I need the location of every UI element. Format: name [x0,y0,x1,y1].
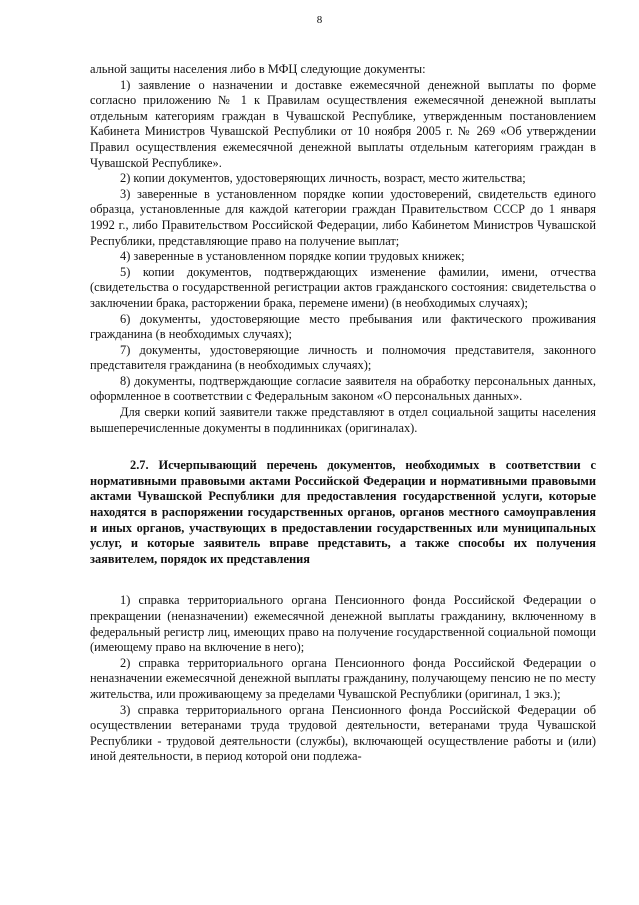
list-item: 3) заверенные в установленном порядке копии удостоверений, свидетельств единого образца, установленные для каждой категории граждан Правительством СССР до 1 января 1992 г., либо Правительством Российской Федерации, либо Кабинетом Министров Чувашской Республики, представляющие право на получение выплат; [90,186,596,248]
list-item: 7) документы, удостоверяющие личность и полномочия представителя, законного представителя гражданина (в необходимых случаях); [90,342,596,373]
page-number: 8 [316,14,323,26]
section-heading: 2.7. Исчерпывающий перечень документов, необходимых в соответствии с нормативными правовыми актами Российской Федерации и нормативными правовыми актами Чувашской Республики для предоставления государственной услуги, которые находятся в распоряжении государственных органов, органов местного самоуправления и иных органов, участвующих в предоставлении государственных или муниципальных услуг, и которые заявитель вправе представить, а также способы их получения заявителем, порядок их представления [90,458,596,566]
list-item: 2) справка территориального органа Пенсионного фонда Российской Федерации о неназначении ежемесячной денежной выплаты гражданину, получающему пенсию не по месту жительства, или проживающему за пределами Чувашской Республики (оригинал, 1 экз.); [90,655,596,701]
section-a-closing: Для сверки копий заявители также представляют в отдел социальной защиты населения вышеперечисленные документы в подлинниках (оригиналах). [90,405,596,435]
page-content [90,62,596,765]
list-item: 4) заверенные в установленном порядке копии трудовых книжек; [120,249,465,264]
list-item: 2) копии документов, удостоверяющих личность, возраст, место жительства; [120,171,526,186]
list-item: 6) документы, удостоверяющие место пребывания или фактического проживания гражданина (в необходимых случаях); [90,311,596,342]
list-item: 1) заявление о назначении и доставке ежемесячной денежной выплаты по форме согласно приложению № 1 к Правилам осуществления ежемесячной денежной выплаты отдельным категориям граждан в Чувашской Республике, утвержденным постановлением Кабинета Министров Чувашской Республики от 10 ноября 2005 г. № 269 «Об утверждении Правил осуществления ежемесячной денежной выплаты отдельным категориям граждан в Чувашской Республике». [90,77,596,170]
section-a-lead: альной защиты населения либо в МФЦ следующие документы: [90,62,426,76]
list-item: 8) документы, подтверждающие согласие заявителя на обработку персональных данных, оформленное в соответствии с Федеральным законом «О персональных данных». [90,373,596,404]
spacer [90,436,596,458]
list-item: 3) справка территориального органа Пенсионного фонда Российской Федерации об осуществлении ветеранами труда трудовой деятельности, ветеранами труда Чувашской Республики - трудовой деятельности (службы), включающей осуществление работы и (или) иной деятельности, в период которой они подлежа- [90,702,596,764]
spacer [90,567,596,593]
list-item: 5) копии документов, подтверждающих изменение фамилии, имени, отчества (свидетельства о государственной регистрации актов гражданского состояния: свидетельства о заключении брака, расторжении брака, перемене имени) (в необходимых случаях); [90,264,596,310]
list-item: 1) справка территориального органа Пенсионного фонда Российской Федерации о прекращении (неназначении) ежемесячной денежной выплаты гражданину, включенному в федеральный регистр лиц, имеющих право на получение государственной социальной помощи (имеющему право на включение в него); [90,593,596,655]
